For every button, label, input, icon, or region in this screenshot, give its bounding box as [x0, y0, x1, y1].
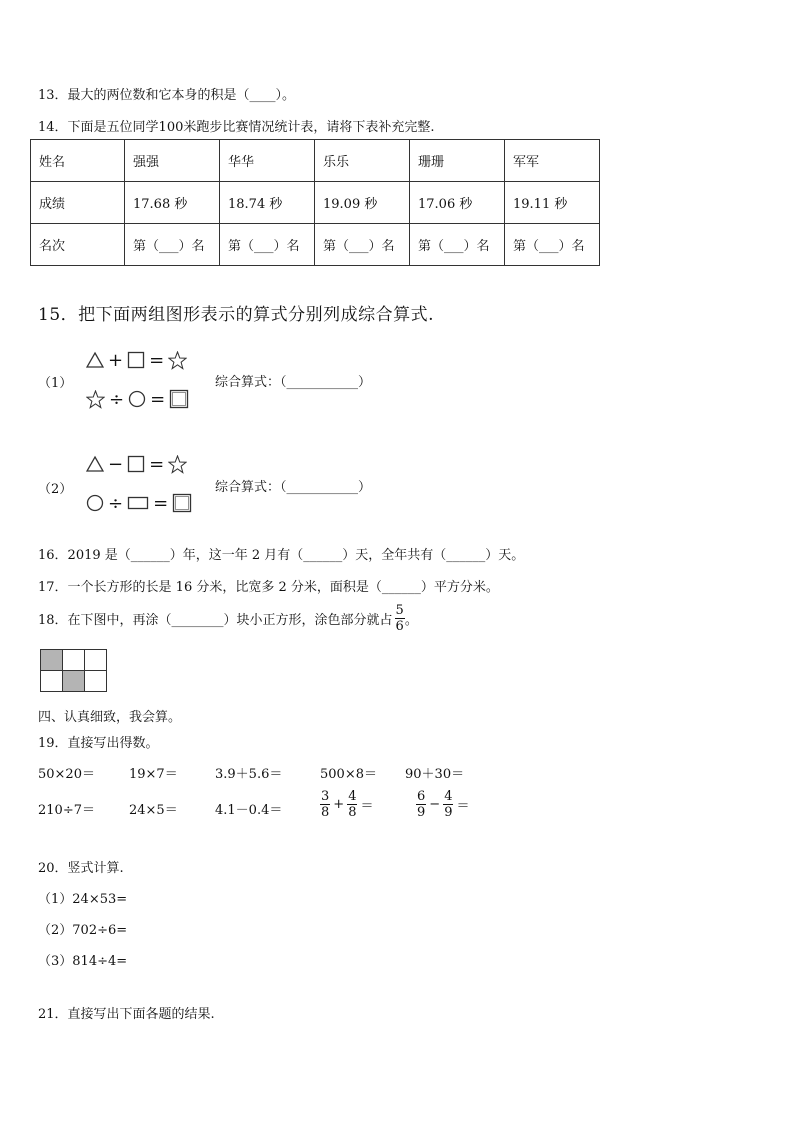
grid-row: [41, 671, 107, 692]
fraction-expression: [320, 789, 373, 820]
calc-item: 19×7＝: [129, 767, 178, 782]
calc-item: 3.9＋5.6＝: [215, 767, 283, 782]
table-cell: 乐乐: [315, 140, 410, 182]
square-icon: [169, 389, 189, 409]
triangle-icon: [86, 351, 104, 369]
star-icon: [168, 351, 187, 370]
plus-operator: +: [333, 797, 345, 812]
square-icon: [172, 493, 192, 513]
table-cell: 17.06 秒: [410, 182, 505, 224]
circle-icon: [128, 390, 146, 408]
divide-operator: ÷: [109, 388, 125, 410]
divide-operator: ÷: [108, 492, 124, 514]
fraction-denominator: 8: [321, 805, 330, 820]
rectangle-icon: [127, 495, 149, 511]
fraction-denominator: 6: [395, 619, 404, 634]
equation-row: [86, 453, 187, 475]
question-16: 16．2019 是（______）年，这一年 2 月有（______）天，全年共有（______）天。: [38, 548, 525, 563]
table-cell: 18.74 秒: [220, 182, 315, 224]
grid-square[interactable]: [41, 671, 63, 692]
triangle-icon: [86, 455, 104, 473]
fraction: [347, 789, 357, 820]
fraction: [395, 603, 405, 634]
fraction-denominator: 9: [417, 805, 426, 820]
star-icon: [86, 390, 105, 409]
question-15-title: 15．把下面两组图形表示的算式分别列成综合算式.: [38, 305, 435, 325]
vertical-calc-item: （3）814÷4=: [38, 954, 128, 969]
fraction-numerator: 4: [444, 789, 453, 804]
score-table: [30, 139, 600, 266]
fraction: [443, 789, 453, 820]
table-cell: 名次: [31, 224, 125, 266]
equals-sign: =: [153, 492, 169, 514]
circle-icon: [86, 494, 104, 512]
equation-row: [86, 388, 189, 410]
minus-operator: −: [429, 797, 441, 812]
calc-item: 90＋30＝: [405, 767, 465, 782]
vertical-calc-item: （2）702÷6=: [38, 923, 128, 938]
table-cell: 姓名: [31, 140, 125, 182]
question-21: 21．直接写出下面各题的结果.: [38, 1007, 215, 1022]
square-grid: [40, 649, 107, 692]
fraction: [416, 789, 426, 820]
fraction-numerator: 3: [321, 789, 330, 804]
table-cell: 强强: [125, 140, 220, 182]
equation-row: [86, 349, 187, 371]
table-cell: 华华: [220, 140, 315, 182]
table-row: [31, 224, 600, 266]
calc-item: 4.1－0.4＝: [215, 803, 283, 818]
fraction-numerator: 6: [417, 789, 426, 804]
table-cell: 珊珊: [410, 140, 505, 182]
calc-item: 210÷7＝: [38, 803, 95, 818]
question-20-title: 20．竖式计算.: [38, 861, 124, 876]
group-label: （1）: [38, 376, 73, 391]
section-4-title: 四、认真细致，我会算。: [38, 710, 182, 725]
question-17: 17．一个长方形的长是 16 分米，比宽多 2 分米，面积是（______）平方分米。: [38, 580, 499, 595]
vertical-calc-item: （1）24×53=: [38, 892, 128, 907]
table-row: [31, 140, 600, 182]
star-icon: [168, 455, 187, 474]
equals-sign: =: [149, 349, 165, 371]
rank-input-cell[interactable]: 第（___）名: [505, 224, 600, 266]
fraction-numerator: 5: [395, 603, 404, 618]
minus-operator: −: [108, 453, 124, 475]
equals-sign: =: [149, 453, 165, 475]
fraction-denominator: 9: [444, 805, 453, 820]
table-cell: 17.68 秒: [125, 182, 220, 224]
rank-input-cell[interactable]: 第（___）名: [410, 224, 505, 266]
table-row: [31, 182, 600, 224]
fraction: [320, 789, 330, 820]
fraction-expression: [416, 789, 469, 820]
grid-row: [41, 650, 107, 671]
question-13: 13．最大的两位数和它本身的积是（____）。: [38, 88, 296, 103]
table-cell: 19.11 秒: [505, 182, 600, 224]
composite-answer-field[interactable]: 综合算式：（___________）: [215, 480, 372, 495]
grid-square-shaded: [63, 671, 85, 692]
question-19-title: 19．直接写出得数。: [38, 736, 159, 751]
rank-input-cell[interactable]: 第（___）名: [315, 224, 410, 266]
composite-answer-field[interactable]: 综合算式：（___________）: [215, 375, 372, 390]
table-cell: 军军: [505, 140, 600, 182]
question-18: [38, 603, 418, 634]
table-cell: 19.09 秒: [315, 182, 410, 224]
rank-input-cell[interactable]: 第（___）名: [220, 224, 315, 266]
group-label: （2）: [38, 482, 73, 497]
equals-sign: ＝: [360, 799, 374, 814]
calc-item: 24×5＝: [129, 803, 178, 818]
square-icon: [127, 351, 145, 369]
calc-item: 50×20＝: [38, 767, 95, 782]
square-icon: [127, 455, 145, 473]
question-14-title: 14．下面是五位同学100米跑步比赛情况统计表，请将下表补充完整.: [38, 120, 435, 135]
grid-square-shaded: [41, 650, 63, 671]
grid-square[interactable]: [85, 671, 107, 692]
question-18-text: 18．在下图中，再涂（________）块小正方形，涂色部分就占: [38, 613, 393, 628]
equals-sign: ＝: [456, 799, 470, 814]
equals-sign: =: [150, 388, 166, 410]
table-cell: 成绩: [31, 182, 125, 224]
equation-row: [86, 492, 192, 514]
grid-square[interactable]: [85, 650, 107, 671]
grid-square[interactable]: [63, 650, 85, 671]
calc-item: 500×8＝: [320, 767, 377, 782]
rank-input-cell[interactable]: 第（___）名: [125, 224, 220, 266]
plus-operator: +: [108, 349, 124, 371]
fraction-denominator: 8: [348, 805, 357, 820]
question-18-tail: 。: [404, 613, 418, 628]
fraction-numerator: 4: [348, 789, 357, 804]
